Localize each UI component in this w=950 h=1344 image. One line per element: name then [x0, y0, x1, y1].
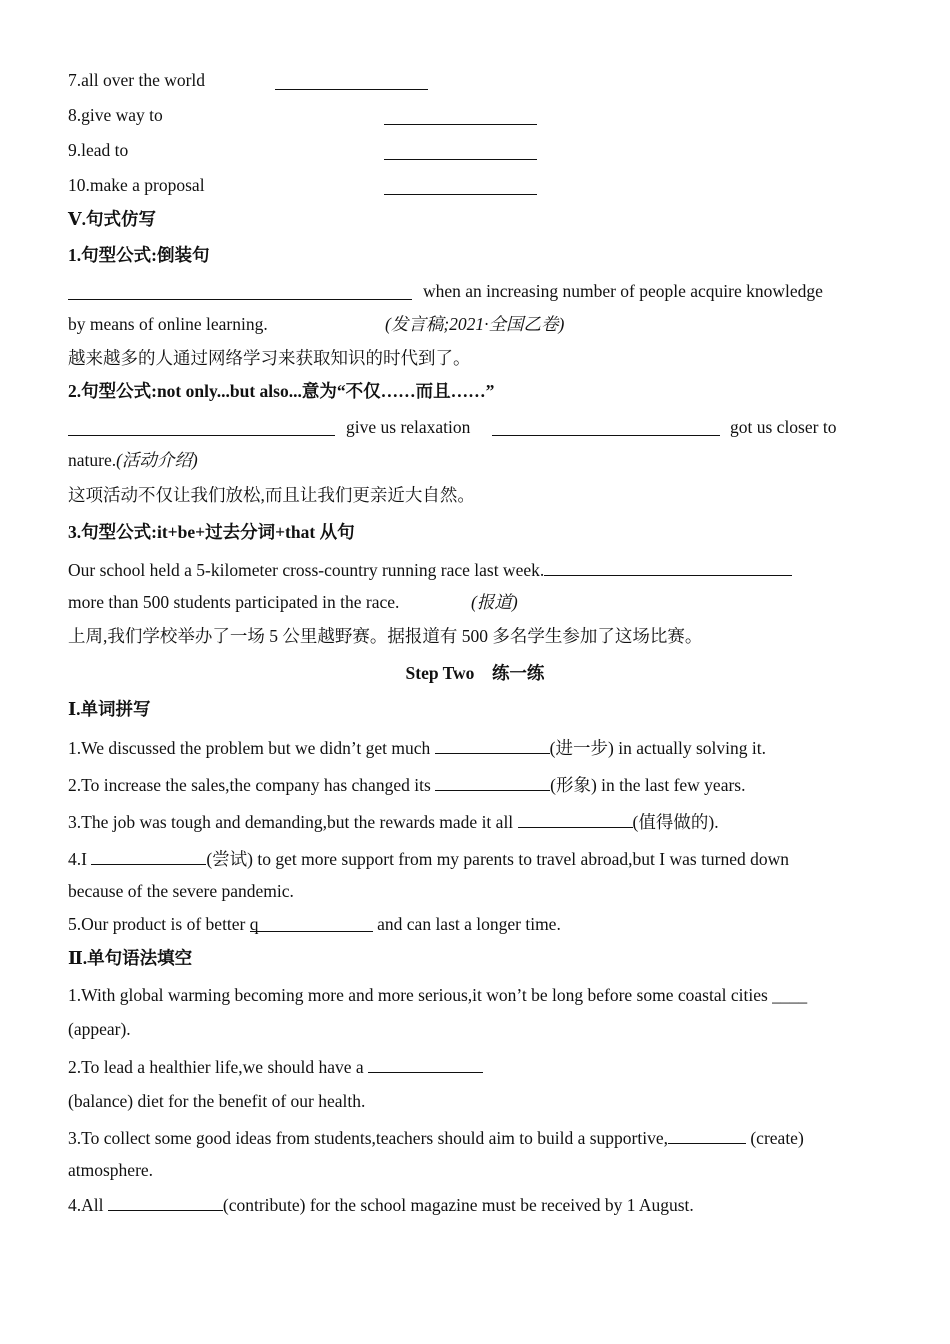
sentence-2-line2	[68, 450, 198, 471]
sentence-1-line2-text: by means of online learning.	[68, 314, 268, 334]
spelling-item-3	[68, 810, 719, 833]
answer-blank[interactable]	[275, 72, 428, 90]
sentence-2-line1-mid: give us relaxation	[346, 417, 471, 437]
item-text: 4.All	[68, 1195, 108, 1215]
sentence-2-source: (活动介绍)	[116, 450, 198, 470]
item-hint: (值得做的)	[632, 812, 715, 832]
item-hint: (进一步)	[549, 738, 614, 758]
answer-blank[interactable]	[68, 418, 335, 436]
phrase-number: 9.	[68, 140, 82, 160]
sentence-1-translation: 越来越多的人通过网络学习来获取知识的时代到了。	[68, 348, 471, 368]
section-5-heading: Ⅴ.句式仿写	[68, 209, 156, 229]
answer-blank[interactable]	[435, 773, 550, 791]
grammar-item-2-line2: (balance) diet for the benefit of our health.	[68, 1091, 366, 1111]
grammar-item-3-line1	[68, 1126, 804, 1149]
sentence-2-line2-text: nature.	[68, 450, 117, 470]
spelling-item-2	[68, 773, 745, 796]
phrase-number: 7.	[68, 70, 82, 90]
item-text: 2.To lead a healthier life,we should have a	[68, 1057, 369, 1077]
grammar-item-1-line2: (appear).	[68, 1019, 131, 1039]
item-text: 1.We discussed the problem but we didn’t get much	[68, 738, 435, 758]
item-text: 2.To increase the sales,the company has changed its	[68, 775, 436, 795]
answer-blank[interactable]	[368, 1055, 483, 1073]
sentence-3-line2-text: more than 500 students participated in the race.	[68, 592, 400, 612]
sentence-3-source: (报道)	[471, 592, 518, 612]
phrase-item-7	[68, 70, 205, 91]
item-text: to get more support from my parents to travel abroad,but I was turned down	[252, 849, 790, 869]
item-text: 3.The job was tough and demanding,but the rewards made it all	[68, 812, 518, 832]
sentence-1-line1-text: when an increasing number of people acquire knowledge	[423, 281, 823, 301]
sentence-2-translation: 这项活动不仅让我们放松,而且让我们更亲近大自然。	[68, 485, 475, 505]
phrase-number: 8.	[68, 105, 82, 125]
item-hint: (尝试)	[206, 849, 253, 869]
phrase-number: 10.	[68, 175, 90, 195]
sentence-3-line1	[68, 558, 792, 581]
answer-blank[interactable]	[435, 736, 550, 754]
first-letter-hint: q	[249, 914, 259, 934]
sentence-1-source: (发言稿;2021·全国乙卷)	[385, 314, 565, 334]
spelling-item-4	[68, 847, 789, 870]
grammar-item-2-line1	[68, 1055, 483, 1078]
item-text: in actually solving it.	[613, 738, 766, 758]
sentence-2-label: 2.句型公式:not only...but also...意为“不仅……而且……”	[68, 381, 495, 401]
answer-blank[interactable]	[384, 177, 537, 195]
phrase-text: give way to	[81, 105, 163, 125]
phrase-text: lead to	[81, 140, 129, 160]
sentence-1-label: 1.句型公式:倒装句	[68, 245, 210, 265]
section-1-heading: Ⅰ.单词拼写	[68, 699, 151, 719]
item-text: .	[714, 812, 719, 832]
item-text: 4.I	[68, 849, 92, 869]
phrase-text: all over the world	[81, 70, 206, 90]
phrase-item-10	[68, 175, 205, 196]
spelling-item-4-cont: because of the severe pandemic.	[68, 881, 294, 901]
item-text: in the last few years.	[596, 775, 746, 795]
answer-blank[interactable]	[68, 282, 412, 300]
answer-blank[interactable]	[384, 107, 537, 125]
answer-blank[interactable]	[250, 914, 373, 932]
answer-blank[interactable]	[108, 1193, 223, 1211]
step-two-title: Step Two	[405, 663, 475, 683]
item-hint: (create)	[745, 1128, 804, 1148]
item-text: 3.To collect some good ideas from students,teachers should aim to build a supportive,	[68, 1128, 668, 1148]
item-text: and can last a longer time.	[372, 914, 561, 934]
item-text: 5.Our product is of better	[68, 914, 250, 934]
grammar-item-3-line2: atmosphere.	[68, 1160, 154, 1180]
phrase-item-8	[68, 105, 163, 126]
grammar-item-4	[68, 1193, 694, 1216]
step-two-heading	[0, 663, 950, 684]
sentence-2-line1-end: got us closer to	[730, 417, 837, 437]
step-two-subtitle: 练一练	[491, 663, 545, 683]
sentence-3-line1-text: Our school held a 5-kilometer cross-country running race last week.	[68, 560, 545, 580]
answer-blank[interactable]	[668, 1126, 746, 1144]
sentence-3-label: 3.句型公式:it+be+过去分词+that 从句	[68, 522, 355, 542]
section-2-heading: Ⅱ.单句语法填空	[68, 948, 193, 968]
spelling-item-5	[68, 914, 561, 935]
item-hint: (contribute)	[222, 1195, 306, 1215]
answer-blank[interactable]	[518, 810, 633, 828]
answer-blank[interactable]	[492, 418, 720, 436]
phrase-item-9	[68, 140, 128, 161]
item-hint: (形象)	[550, 775, 597, 795]
answer-blank[interactable]	[91, 847, 206, 865]
sentence-3-translation: 上周,我们学校举办了一场 5 公里越野赛。据报道有 500 多名学生参加了这场比赛。	[68, 626, 703, 646]
phrase-text: make a proposal	[89, 175, 205, 195]
grammar-item-1-line1: 1.With global warming becoming more and more serious,it won’t be long before some coastal cities ____	[68, 985, 808, 1005]
answer-blank[interactable]	[384, 142, 537, 160]
spelling-item-1	[68, 736, 766, 759]
item-text: for the school magazine must be received by 1 August.	[305, 1195, 694, 1215]
answer-blank[interactable]	[544, 558, 792, 576]
